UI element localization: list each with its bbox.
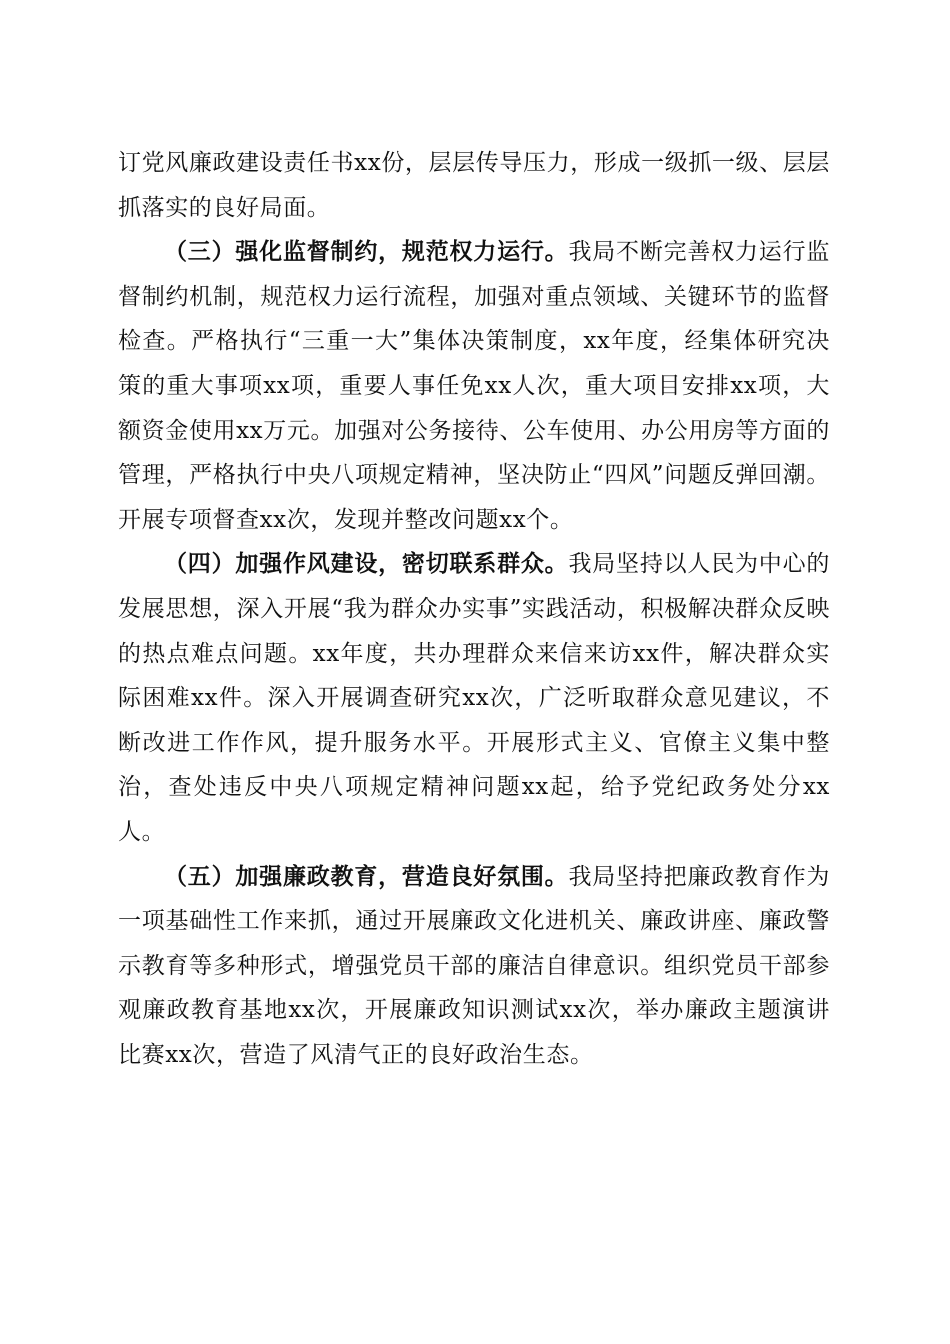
- paragraph-text: 我局坚持以人民为中心的发展思想，深入开展“我为群众办实事”实践活动，积极解决群众反映的热点难点问题。xx年度，共办理群众来信来访xx件，解决群众实际困难xx件。深入开展调查研究xx次，广泛听取群众意见建议，不断改进工作作风，提升服务水平。开展形式主义、官僚主义集中整治，查处违反中央八项规定精神问题xx起，给予党纪政务处分xx人。: [118, 551, 830, 845]
- paragraph-section-4: [118, 542, 830, 854]
- paragraph-text: 订党风廉政建设责任书xx份，层层传导压力，形成一级抓一级、层层抓落实的良好局面。: [118, 150, 830, 221]
- paragraph-section-3: [118, 230, 830, 542]
- paragraph-continuation: [118, 141, 830, 230]
- paragraph-text: 我局坚持把廉政教育作为一项基础性工作来抓，通过开展廉政文化进机关、廉政讲座、廉政警示教育等多种形式，增强党员干部的廉洁自律意识。组织党员干部参观廉政教育基地xx次，开展廉政知识测试xx次，举办廉政主题演讲比赛xx次，营造了风清气正的良好政治生态。: [118, 863, 830, 1068]
- paragraph-section-5: [118, 855, 830, 1078]
- paragraph-text: 我局不断完善权力运行监督制约机制，规范权力运行流程，加强对重点领域、关键环节的监督检查。严格执行“三重一大”集体决策制度，xx年度，经集体研究决策的重大事项xx项，重要人事任免xx人次，重大项目安排xx项，大额资金使用xx万元。加强对公务接待、公车使用、办公用房等方面的管理，严格执行中央八项规定精神，坚决防止“四风”问题反弹回潮。开展专项督查xx次，发现并整改问题xx个。: [118, 239, 830, 533]
- section-heading: （五）加强廉政教育，营造良好氛围。: [164, 862, 569, 890]
- document-body: [118, 141, 830, 1077]
- section-heading: （三）强化监督制约，规范权力运行。: [164, 238, 569, 266]
- section-heading: （四）加强作风建设，密切联系群众。: [164, 550, 569, 578]
